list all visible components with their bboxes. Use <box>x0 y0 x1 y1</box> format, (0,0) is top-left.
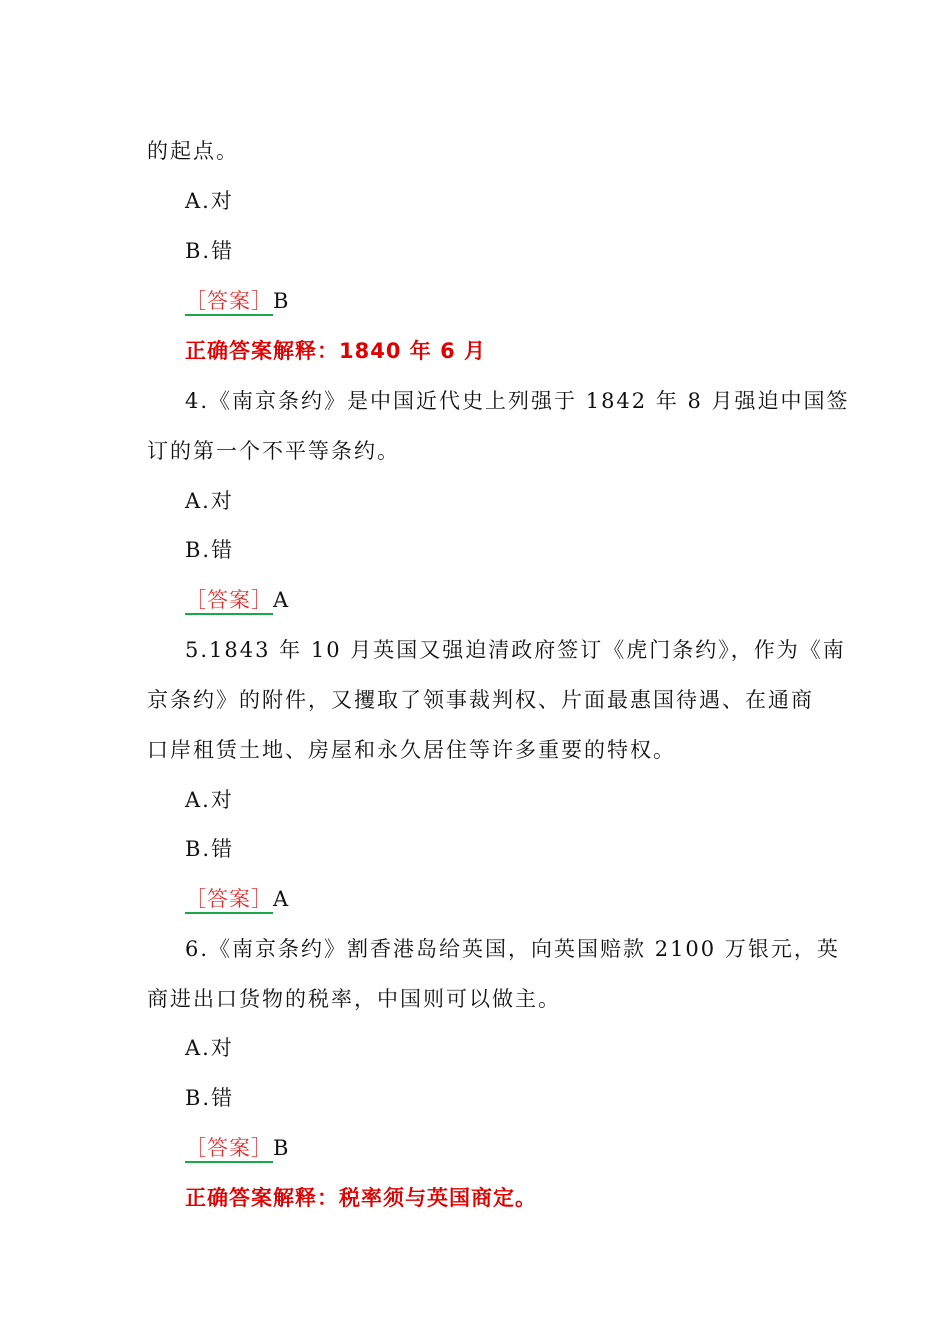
q4-answer <box>185 585 290 615</box>
q5-option-b: B.错 <box>185 837 235 861</box>
q3-option-a: A.对 <box>185 189 234 213</box>
q4-answer-label: ［答案］ <box>185 588 273 615</box>
q5-text-line3: 口岸租赁土地、房屋和永久居住等许多重要的特权。 <box>147 738 676 762</box>
q3-explanation: 正确答案解释：1840 年 6 月 <box>185 339 486 363</box>
q5-text-line1: 5.1843 年 10 月英国又强迫清政府签订《虎门条约》，作为《南 <box>185 638 846 662</box>
q4-answer-value: A <box>273 588 291 612</box>
q4-option-a: A.对 <box>185 489 234 513</box>
q5-answer <box>185 884 290 914</box>
q6-option-b: B.错 <box>185 1086 235 1110</box>
q6-answer-label: ［答案］ <box>185 1136 273 1163</box>
q5-option-a: A.对 <box>185 788 234 812</box>
q6-text-line2: 商进出口货物的税率，中国则可以做主。 <box>147 987 561 1011</box>
q6-option-a: A.对 <box>185 1036 234 1060</box>
q6-explanation: 正确答案解释：税率须与英国商定。 <box>185 1186 537 1210</box>
q6-text-line1: 6.《南京条约》割香港岛给英国，向英国赔款 2100 万银元，英 <box>185 937 840 961</box>
q4-text-line1: 4.《南京条约》是中国近代史上列强于 1842 年 8 月强迫中国签 <box>185 389 850 413</box>
q3-option-b: B.错 <box>185 239 235 263</box>
q3-answer-value: B <box>273 289 291 313</box>
q6-answer <box>185 1133 290 1163</box>
q3-text-tail: 的起点。 <box>147 139 239 163</box>
q5-text-line2: 京条约》的附件，又攫取了领事裁判权、片面最惠国待遇、在通商 <box>147 688 814 712</box>
q3-answer-label: ［答案］ <box>185 289 273 316</box>
q3-answer <box>185 286 290 316</box>
q4-text-line2: 订的第一个不平等条约。 <box>147 439 400 463</box>
q5-answer-value: A <box>273 887 291 911</box>
q6-answer-value: B <box>273 1136 291 1160</box>
q4-option-b: B.错 <box>185 538 235 562</box>
q5-answer-label: ［答案］ <box>185 887 273 914</box>
